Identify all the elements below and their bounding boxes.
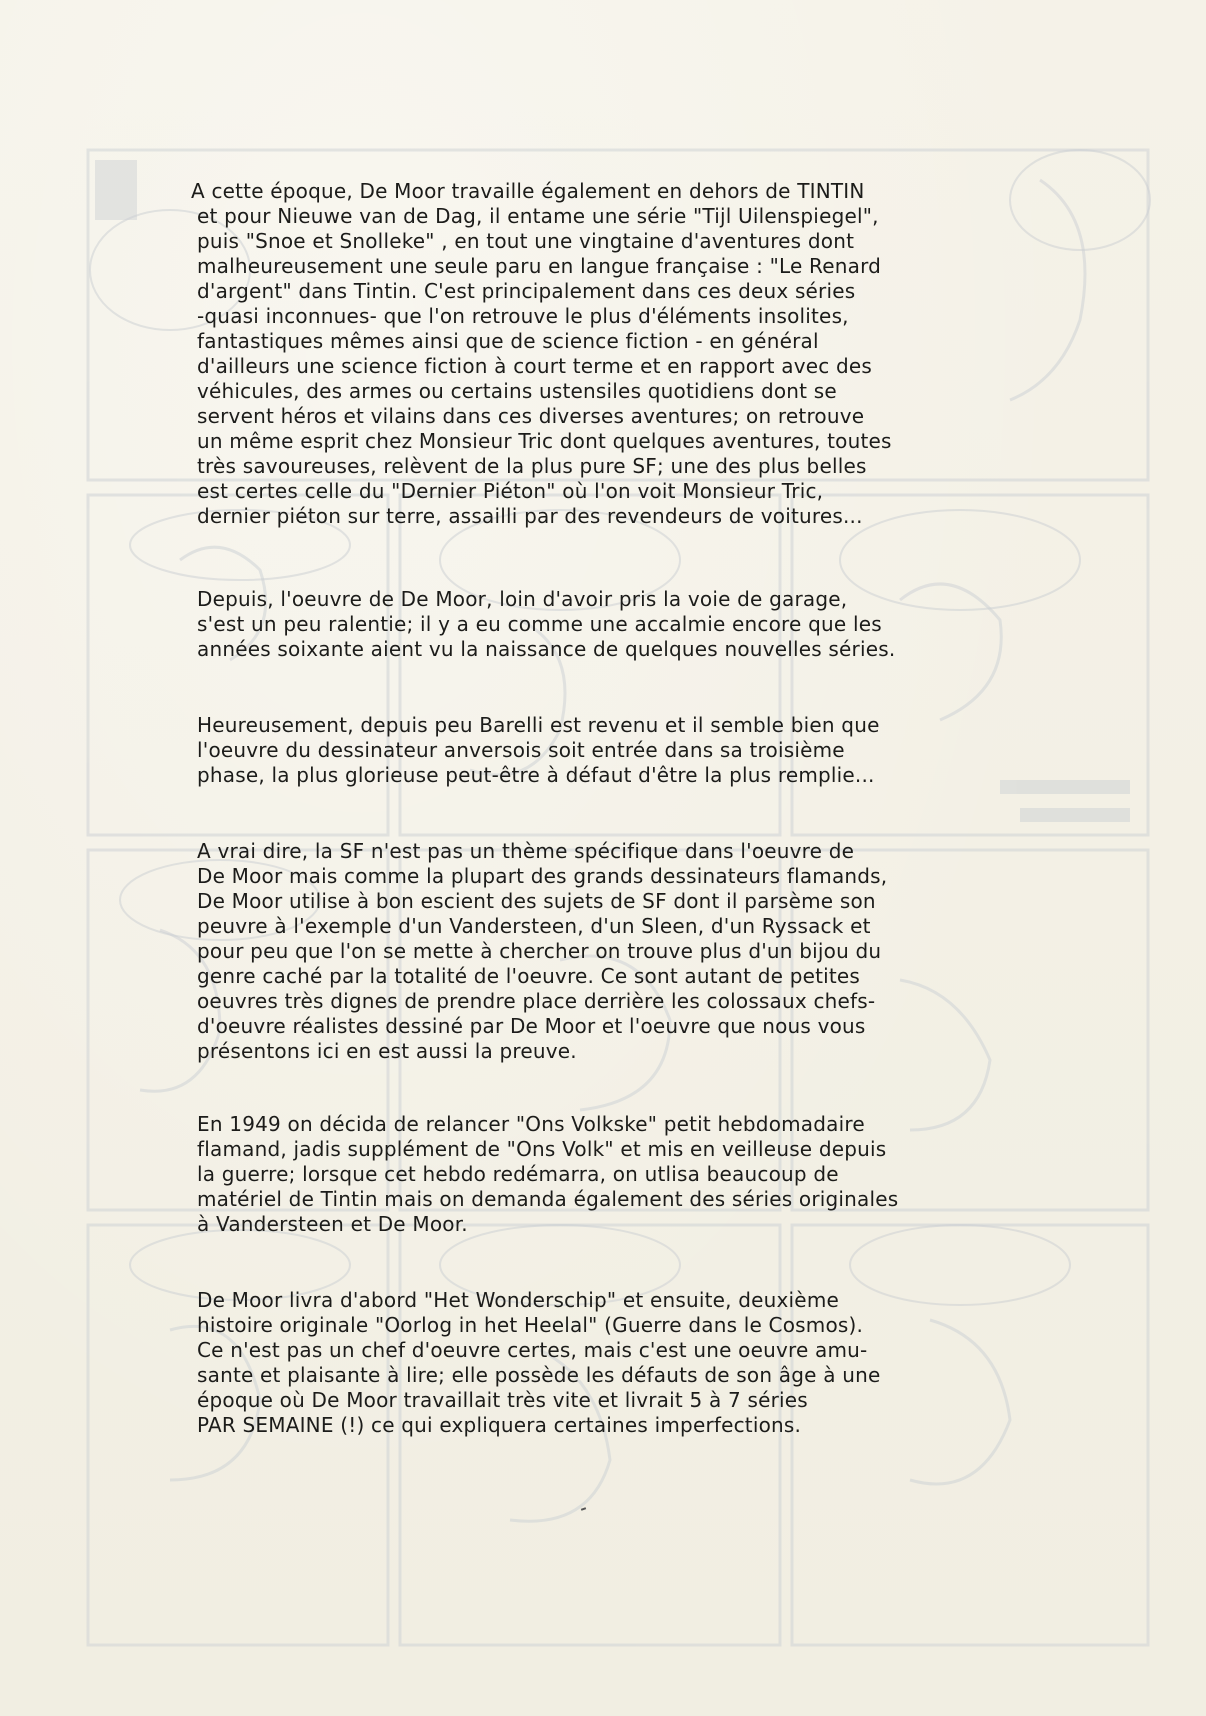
text-line: d'argent" dans Tintin. C'est principalement dans ces deux séries <box>197 279 856 303</box>
text-line: présentons ici en est aussi la preuve. <box>197 1039 577 1063</box>
text-line: matériel de Tintin mais on demanda également des séries originales <box>197 1187 899 1211</box>
text-line: l'oeuvre du dessinateur anversois soit entrée dans sa troisième <box>197 738 845 762</box>
text-line: De Moor utilise à bon escient des sujets de SF dont il parsème son <box>197 889 876 913</box>
text-line: d'oeuvre réalistes dessiné par De Moor et l'oeuvre que nous vous <box>197 1014 866 1038</box>
text-line: s'est un peu ralentie; il y a eu comme une accalmie encore que les <box>197 612 882 636</box>
text-line: époque où De Moor travaillait très vite et livrait 5 à 7 séries <box>197 1388 808 1412</box>
text-line: phase, la plus glorieuse peut-être à défaut d'être la plus remplie... <box>197 763 875 787</box>
text-line: Ce n'est pas un chef d'oeuvre certes, mais c'est une oeuvre amu- <box>197 1338 868 1362</box>
text-line: A cette époque, De Moor travaille également en dehors de TINTIN <box>191 179 865 203</box>
text-line: dernier piéton sur terre, assailli par des revendeurs de voitures... <box>197 504 863 528</box>
text-line: pour peu que l'on se mette à chercher on trouve plus d'un bijou du <box>197 939 882 963</box>
text-line: A vrai dire, la SF n'est pas un thème spécifique dans l'oeuvre de <box>197 839 855 863</box>
text-line: flamand, jadis supplément de "Ons Volk" et mis en veilleuse depuis <box>197 1137 887 1161</box>
text-line: et pour Nieuwe van de Dag, il entame une série "Tijl Uilenspiegel", <box>197 204 879 228</box>
text-line: servent héros et vilains dans ces diverses aventures; on retrouve <box>197 404 865 428</box>
ink-speck <box>581 1507 586 1511</box>
text-line: très savoureuses, relèvent de la plus pure SF; une des plus belles <box>197 454 867 478</box>
text-line: -quasi inconnues- que l'on retrouve le plus d'éléments insolites, <box>197 304 849 328</box>
text-line: Depuis, l'oeuvre de De Moor, loin d'avoir pris la voie de garage, <box>197 587 848 611</box>
text-line: De Moor livra d'abord "Het Wonderschip" et ensuite, deuxième <box>197 1288 839 1312</box>
text-line: peuvre à l'exemple d'un Vandersteen, d'un Sleen, d'un Ryssack et <box>197 914 871 938</box>
text-line: fantastiques mêmes ainsi que de science fiction - en général <box>197 329 819 353</box>
text-line: à Vandersteen et De Moor. <box>197 1212 468 1236</box>
text-line: sante et plaisante à lire; elle possède les défauts de son âge à une <box>197 1363 881 1387</box>
text-line: la guerre; lorsque cet hebdo redémarra, on utlisa beaucoup de <box>197 1162 839 1186</box>
text-line: En 1949 on décida de relancer "Ons Volkske" petit hebdomadaire <box>197 1112 865 1136</box>
text-line: Heureusement, depuis peu Barelli est revenu et il semble bien que <box>197 713 880 737</box>
text-line: un même esprit chez Monsieur Tric dont quelques aventures, toutes <box>197 429 892 453</box>
text-line: est certes celle du "Dernier Piéton" où l'on voit Monsieur Tric, <box>197 479 824 503</box>
text-line: oeuvres très dignes de prendre place derrière les colossaux chefs- <box>197 989 876 1013</box>
text-line: histoire originale "Oorlog in het Heelal" (Guerre dans le Cosmos). <box>197 1313 864 1337</box>
text-line: années soixante aient vu la naissance de quelques nouvelles séries. <box>197 637 896 661</box>
text-line: genre caché par la totalité de l'oeuvre. Ce sont autant de petites <box>197 964 861 988</box>
text-line: malheureusement une seule paru en langue française : "Le Renard <box>197 254 882 278</box>
text-line: puis "Snoe et Snolleke" , en tout une vingtaine d'aventures dont <box>197 229 855 253</box>
text-line: d'ailleurs une science fiction à court terme et en rapport avec des <box>197 354 873 378</box>
text-line: véhicules, des armes ou certains ustensiles quotidiens dont se <box>197 379 837 403</box>
text-line: PAR SEMAINE (!) ce qui expliquera certaines imperfections. <box>197 1413 802 1437</box>
text-line: De Moor mais comme la plupart des grands dessinateurs flamands, <box>197 864 888 888</box>
